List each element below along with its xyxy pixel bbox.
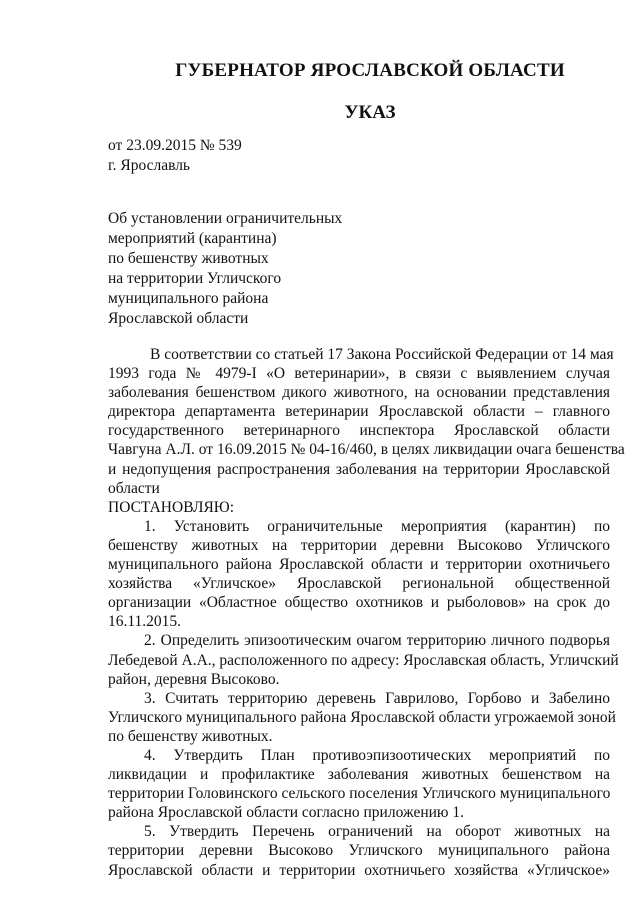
preamble-paragraph bbox=[108, 345, 625, 498]
item-1 bbox=[108, 517, 610, 632]
body-line: 4. Утвердить План противоэпизоотических мероприятий по bbox=[144, 746, 610, 764]
body-line: государственного ветеринарного инспектора Ярославской области bbox=[108, 422, 610, 440]
item-2 bbox=[108, 631, 619, 688]
item-5 bbox=[108, 822, 610, 879]
decree-heading: УКАЗ bbox=[344, 102, 396, 123]
subject-line: Ярославской области bbox=[108, 310, 249, 327]
decree-meta bbox=[108, 136, 242, 176]
body-line: муниципального района Ярославской области и территории охотничьего bbox=[108, 556, 610, 574]
decree-subject bbox=[108, 209, 342, 329]
item-3 bbox=[108, 689, 616, 746]
city: г. Ярославль bbox=[108, 157, 190, 174]
body-line: Угличского муниципального района Ярославской области угрожаемой зоной bbox=[108, 708, 616, 726]
body-line: хозяйства «Угличское» Ярославской региональной общественной bbox=[108, 575, 610, 593]
body-line: Ярославской области и территории охотничьего хозяйства «Угличское» bbox=[108, 861, 610, 879]
body-line: ликвидации и профилактике заболевания животных бешенством на bbox=[108, 766, 610, 784]
subject-line: на территории Угличского bbox=[108, 270, 282, 287]
body-line: 5. Утвердить Перечень ограничений на оборот животных на bbox=[144, 823, 610, 841]
body-line: 3. Считать территорию деревень Гаврилово, Горбово и Забелино bbox=[144, 689, 610, 707]
subject-line: Об установлении ограничительных bbox=[108, 210, 343, 227]
body-line: 1993 года № 4979-I «О ветеринарии», в связи с выявлением случая bbox=[108, 365, 610, 383]
subject-line: мероприятий (карантина) bbox=[108, 230, 277, 247]
resolve-word: ПОСТАНОВЛЯЮ: bbox=[108, 498, 235, 516]
body-line: области bbox=[108, 479, 160, 497]
item-4 bbox=[108, 746, 610, 822]
subject-line: по бешенству животных bbox=[108, 250, 269, 267]
body-line: организации «Областное общество охотников и рыболовов» на срок до bbox=[108, 594, 610, 612]
decree-body bbox=[108, 345, 625, 880]
body-line: и недопущения распространения заболевания на территории Ярославской bbox=[108, 460, 610, 478]
body-line: В соответствии со статьей 17 Закона Российской Федерации от 14 мая bbox=[150, 346, 614, 363]
body-line: заболевания бешенством дикого животного, на основании представления bbox=[108, 384, 610, 402]
body-line: 2. Определить эпизоотическим очагом территорию личного подворья bbox=[144, 632, 610, 650]
issuer-title: ГУБЕРНАТОР ЯРОСЛАВСКОЙ ОБЛАСТИ bbox=[175, 60, 565, 81]
body-line: директора департамента ветеринарии Ярославской области – главного bbox=[108, 403, 610, 421]
body-line: 16.11.2015. bbox=[108, 613, 182, 631]
body-line: район, деревня Высоково. bbox=[108, 670, 280, 688]
body-line: бешенству животных на территории деревни Высоково Угличского bbox=[108, 536, 610, 554]
body-line: Лебедевой А.А., расположенного по адресу: Ярославская область, Угличский bbox=[108, 651, 619, 669]
body-line: территории деревни Высоково Угличского муниципального района bbox=[108, 842, 610, 860]
body-line: по бешенству животных. bbox=[108, 727, 273, 745]
body-line: территории Головинского сельского поселения Угличского муниципального bbox=[108, 785, 611, 803]
body-line: 1. Установить ограничительные мероприятия (карантин) по bbox=[144, 517, 610, 535]
body-line: района Ярославской области согласно приложению 1. bbox=[108, 804, 465, 822]
date-number: от 23.09.2015 № 539 bbox=[108, 137, 242, 154]
body-line: Чавгуна А.Л. от 16.09.2015 № 04-16/460, в целях ликвидации очага бешенства bbox=[108, 441, 625, 459]
subject-line: муниципального района bbox=[108, 290, 269, 307]
